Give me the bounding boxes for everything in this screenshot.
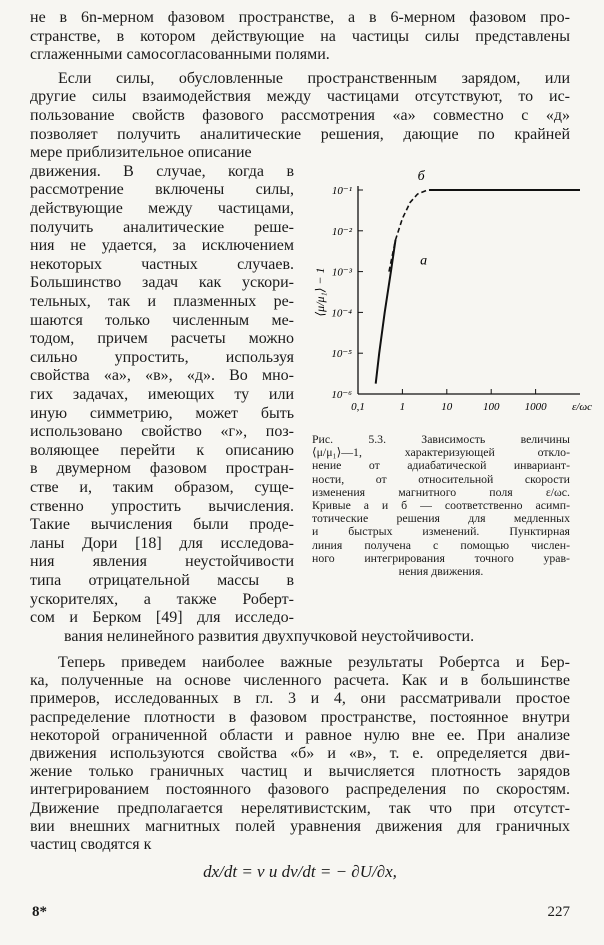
text-line: рассмотрение включены силы, — [30, 181, 294, 199]
text-line: Движение предполагается нерелятивистским, так что при отсутст- — [30, 799, 570, 817]
text-line: воляющее перейти к описанию — [30, 441, 294, 459]
text-line: распределение плотности в фазовом пространстве, постоянное внутри — [30, 708, 570, 726]
x-tick-label: 1 — [399, 401, 406, 413]
figure-caption-line: линия получена с помощью числен- — [312, 537, 570, 552]
text-line: движения. В случае, когда в — [30, 162, 294, 180]
text-line: частиц сводятся к — [30, 836, 152, 853]
page-number: 227 — [547, 904, 570, 920]
curve-label-a: a — [420, 253, 428, 269]
text-line: ускорителях, а также Роберт- — [30, 590, 294, 608]
figure-caption-line: нения движения. — [398, 564, 484, 578]
x-tick-label: 100 — [482, 401, 500, 413]
y-tick-label: 10⁻³ — [331, 266, 352, 279]
text-line: ния не удается, за исключением — [30, 237, 294, 255]
text-line: странстве, в котором действующие на частицы силы представлены — [30, 27, 570, 45]
text-line: в двумерном фазовом простран- — [30, 460, 294, 478]
figure-caption-line: ⟨μ/μ₁⟩—1, характеризующей откло- — [312, 445, 570, 460]
text-line: Теперь приведем наиболее важные результаты Робертса и Бер- — [58, 654, 570, 671]
figure-caption-line: Рис. 5.3. Зависимость величины — [312, 432, 570, 446]
text-line: гих задачах, имеющих ту или — [30, 386, 294, 403]
y-tick-label: 10⁻¹ — [331, 185, 352, 197]
y-tick-label: 10⁻² — [331, 225, 352, 238]
curve-label-b: б — [417, 169, 425, 184]
text-line: тельных, так и плазменных ре- — [30, 293, 294, 310]
text-line: действующие между частицами, — [30, 200, 294, 217]
x-tick-label: 1000 — [524, 401, 547, 413]
text-line: ственно упростить вычисления. — [30, 497, 294, 515]
text-line: ланы Дори [18] для исследова- — [30, 534, 294, 552]
text-line: позволяет получить аналитические решения, дающие по крайней — [30, 125, 570, 143]
text-line: интегрированием постоянного фазового распределения по скоростям. — [30, 781, 570, 799]
text-line: не в 6n-мерном фазовом пространстве, а в 6-мерном фазовом про- — [30, 9, 570, 26]
figure-caption-line: ности, от относительной скорости — [312, 471, 570, 486]
text-line: Такие вычисления были проде- — [30, 516, 294, 534]
text-line: тодом, причем расчеты можно — [30, 330, 294, 348]
figure-caption-line: и быстрых изменений. Пунктирная — [312, 524, 570, 539]
text-line: типа отрицательной массы в — [30, 572, 294, 589]
y-tick-label: 10⁻⁵ — [331, 348, 352, 361]
text-line: сом и Берком [49] для исследо- — [30, 609, 294, 627]
series-line-0 — [376, 240, 396, 384]
text-line: использовано свойство «г», поз- — [30, 423, 294, 441]
text-line: примеров, исследованных в гл. 3 и 4, они рассматривали простое — [30, 690, 570, 708]
text-line: другие силы взаимодействия между частицами отсутствуют, то ис- — [30, 88, 570, 106]
signature-mark: 8* — [32, 904, 47, 920]
figure-caption-line: тотические решения для медленных — [312, 511, 570, 526]
text-line: некоторой ограниченной области и равное нулю вне ее. При анализе — [30, 726, 570, 744]
text-line: сильно упростить, используя — [30, 348, 294, 366]
equation: dx/dt = v и dv/dt = − ∂U/∂x, — [203, 862, 397, 881]
text-line: пользование свойств фазового рассмотрения «а» совместно с «д» — [30, 107, 570, 124]
x-tick-label: 10 — [441, 401, 453, 413]
text-line: мере приблизительное описание — [30, 144, 252, 162]
y-tick-label: 10⁻⁴ — [331, 307, 352, 320]
text-line: Если силы, обусловленные пространственным зарядом, или — [58, 69, 570, 87]
text-line: вии внешних магнитных полей уравнения движения для граничных — [30, 817, 570, 835]
text-line: движения используются свойства «б» и «в», т. е. определяется дви- — [30, 745, 570, 762]
text-line: стве и, таким образом, суще- — [30, 479, 294, 496]
text-line: Большинство задач как ускори- — [30, 274, 294, 292]
text-line: некоторых частных случаев. — [30, 255, 294, 273]
text-line: свойства «а», «в», «д». Во мно- — [30, 367, 294, 385]
x-tick-label: 0,1 — [351, 401, 365, 413]
text-line: вания нелинейного развития двухпучковой неустойчивости. — [64, 627, 475, 645]
text-line: получить аналитические реше- — [30, 218, 294, 236]
figure-caption-line: изменения магнитного поля ε/ωc. — [312, 484, 570, 499]
figure-caption-line: ного интегрирования точного урав- — [312, 550, 570, 565]
y-tick-label: 10⁻⁶ — [331, 389, 352, 401]
figure-chart — [300, 169, 593, 432]
text-line: жение только граничных частиц и вычисляется плотность зарядов — [30, 763, 570, 781]
figure-caption-line: Кривые а и б — соответственно асимп- — [312, 498, 570, 512]
text-line: сглаженными самосогласованными полями. — [30, 46, 330, 64]
text-line: иную симметрию, может быть — [30, 404, 294, 422]
figure-caption-line: нение от адиабатической инвариант- — [312, 458, 570, 473]
y-axis-label: ⟨μ/μ₁⟩ − 1 — [313, 267, 327, 317]
text-line: ка, полученные на основе численного расчета. Как и в большинстве — [30, 672, 570, 690]
text-line: шаются только численным ме- — [30, 311, 294, 329]
text-line: ния явления неустойчивости — [30, 553, 294, 571]
x-axis-label: ε/ωc — [572, 401, 593, 413]
